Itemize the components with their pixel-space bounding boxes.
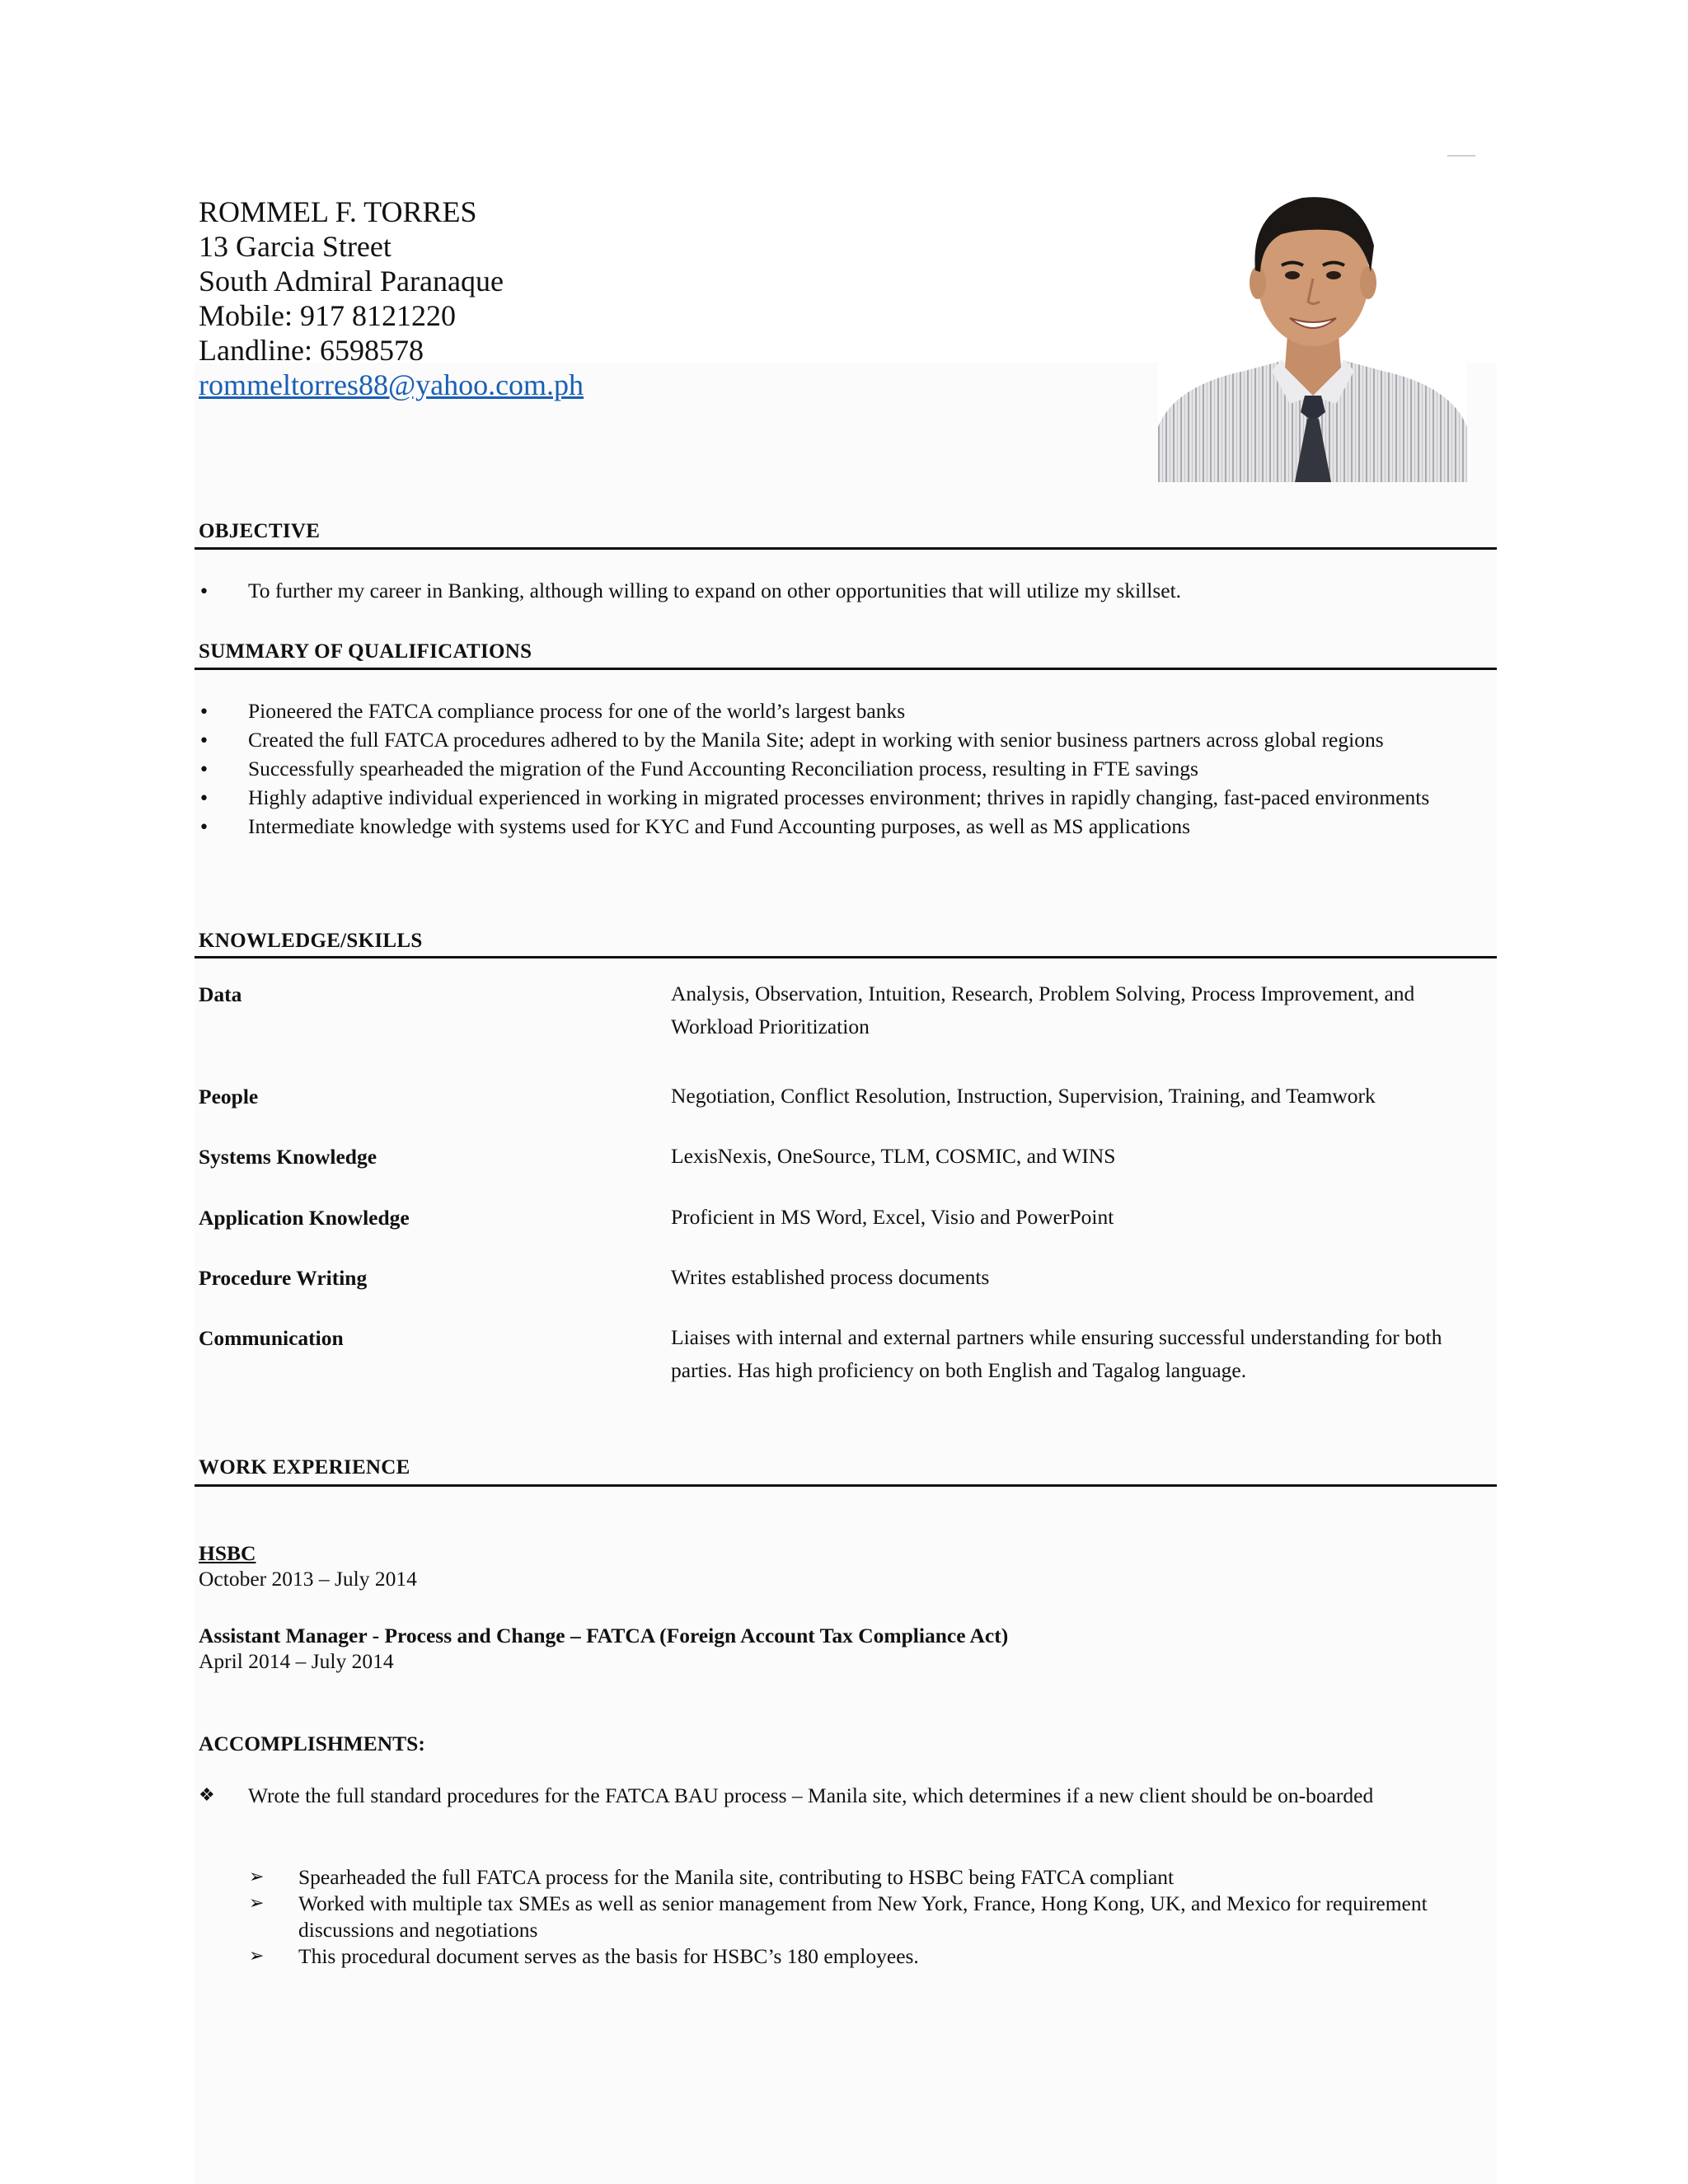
list-item: ➢ This procedural document serves as the basis for HSBC’s 180 employees. xyxy=(249,1944,919,1968)
skill-value: Proficient in MS Word, Excel, Visio and PowerPoint xyxy=(671,1205,1114,1229)
bullet-icon xyxy=(199,726,232,756)
arrow-bullet-icon: ➢ xyxy=(249,1893,265,1914)
skills-heading: KNOWLEDGE/SKILLS xyxy=(199,930,423,952)
corner-mark xyxy=(1447,155,1475,157)
diamond-bullet-icon: ❖ xyxy=(199,1785,215,1806)
skill-value: Liaises with internal and external partners while ensuring successful understanding for both parties. Has high proficiency on both English and Tagalog language. xyxy=(671,1325,1442,1382)
applicant-name: ROMMEL F. TORRES xyxy=(199,195,477,228)
objective-heading: OBJECTIVE xyxy=(199,520,321,542)
qualifications-heading: SUMMARY OF QUALIFICATIONS xyxy=(199,640,532,663)
contact-block xyxy=(199,194,584,402)
skill-label: Application Knowledge xyxy=(199,1206,410,1230)
work-heading: WORK EXPERIENCE xyxy=(199,1456,410,1479)
list-item: • Highly adaptive individual experienced in working in migrated processes environment; thrives in rapidly changing, fast-paced environments xyxy=(199,784,1484,812)
arrow-bullet-icon: ➢ xyxy=(249,1946,265,1966)
list-item: • Pioneered the FATCA compliance process for one of the world’s largest banks xyxy=(199,697,1484,725)
arrow-bullet-icon: ➢ xyxy=(249,1867,265,1887)
email-link[interactable]: rommeltorres88@yahoo.com.ph xyxy=(199,368,584,401)
objective-item: • To further my career in Banking, although willing to expand on other opportunities that will utilize my skillset. xyxy=(199,577,1484,605)
list-item: • Successfully spearheaded the migration of the Fund Accounting Reconciliation process, resulting in FTE savings xyxy=(199,755,1484,783)
accomplishments-sublist xyxy=(249,1864,1485,1970)
skill-label: Procedure Writing xyxy=(199,1266,368,1290)
list-item: • Intermediate knowledge with systems used for KYC and Fund Accounting purposes, as well as MS applications xyxy=(199,813,1484,841)
address-line-1: 13 Garcia Street xyxy=(199,230,392,263)
objective-divider xyxy=(195,547,1497,550)
skill-value: Analysis, Observation, Intuition, Research, Problem Solving, Process Improvement, and Workload Prioritization xyxy=(671,982,1415,1038)
objective-list xyxy=(199,577,1484,606)
role-title: Assistant Manager - Process and Change – FATCA (Foreign Account Tax Compliance Act) xyxy=(199,1624,1009,1647)
company-name: HSBC xyxy=(199,1541,256,1565)
bullet-icon xyxy=(199,697,232,727)
skill-label: Systems Knowledge xyxy=(199,1145,377,1169)
mobile-number: Mobile: 917 8121220 xyxy=(199,299,456,332)
accomplishments-list xyxy=(199,1783,1484,1810)
skill-label: Communication xyxy=(199,1326,344,1350)
skill-label: Data xyxy=(199,982,242,1006)
work-divider xyxy=(195,1484,1497,1487)
skill-value: Writes established process documents xyxy=(671,1265,990,1289)
skills-divider xyxy=(195,956,1497,958)
bullet-icon xyxy=(199,784,232,813)
bullet-icon xyxy=(199,813,232,842)
landline-number: Landline: 6598578 xyxy=(199,334,424,367)
list-item: ➢ Spearheaded the full FATCA process for the Manila site, contributing to HSBC being FATCA compliant xyxy=(249,1865,1175,1889)
skill-label: People xyxy=(199,1085,259,1108)
qualifications-divider xyxy=(195,668,1497,670)
qualifications-list xyxy=(199,697,1484,841)
list-item: • Created the full FATCA procedures adhered to by the Manila Site; adept in working with senior business partners across global regions xyxy=(199,726,1484,754)
list-item: ➢ Worked with multiple tax SMEs as well as senior management from New York, France, Hong Kong, UK, and Mexico for requirement discussions and negotiations xyxy=(249,1891,1428,1942)
skill-value: Negotiation, Conflict Resolution, Instruction, Supervision, Training, and Teamwork xyxy=(671,1084,1376,1108)
role-dates: April 2014 – July 2014 xyxy=(199,1649,394,1673)
accomplishments-heading: ACCOMPLISHMENTS: xyxy=(199,1732,425,1755)
bullet-icon xyxy=(199,577,232,607)
profile-photo xyxy=(1158,180,1467,482)
bullet-icon xyxy=(199,755,232,785)
skill-value: LexisNexis, OneSource, TLM, COSMIC, and WINS xyxy=(671,1144,1116,1168)
address-line-2: South Admiral Paranaque xyxy=(199,265,504,298)
company-dates: October 2013 – July 2014 xyxy=(199,1567,417,1591)
list-item: ❖ Wrote the full standard procedures for the FATCA BAU process – Manila site, which determines if a new client should be on-boarded xyxy=(199,1783,1374,1807)
